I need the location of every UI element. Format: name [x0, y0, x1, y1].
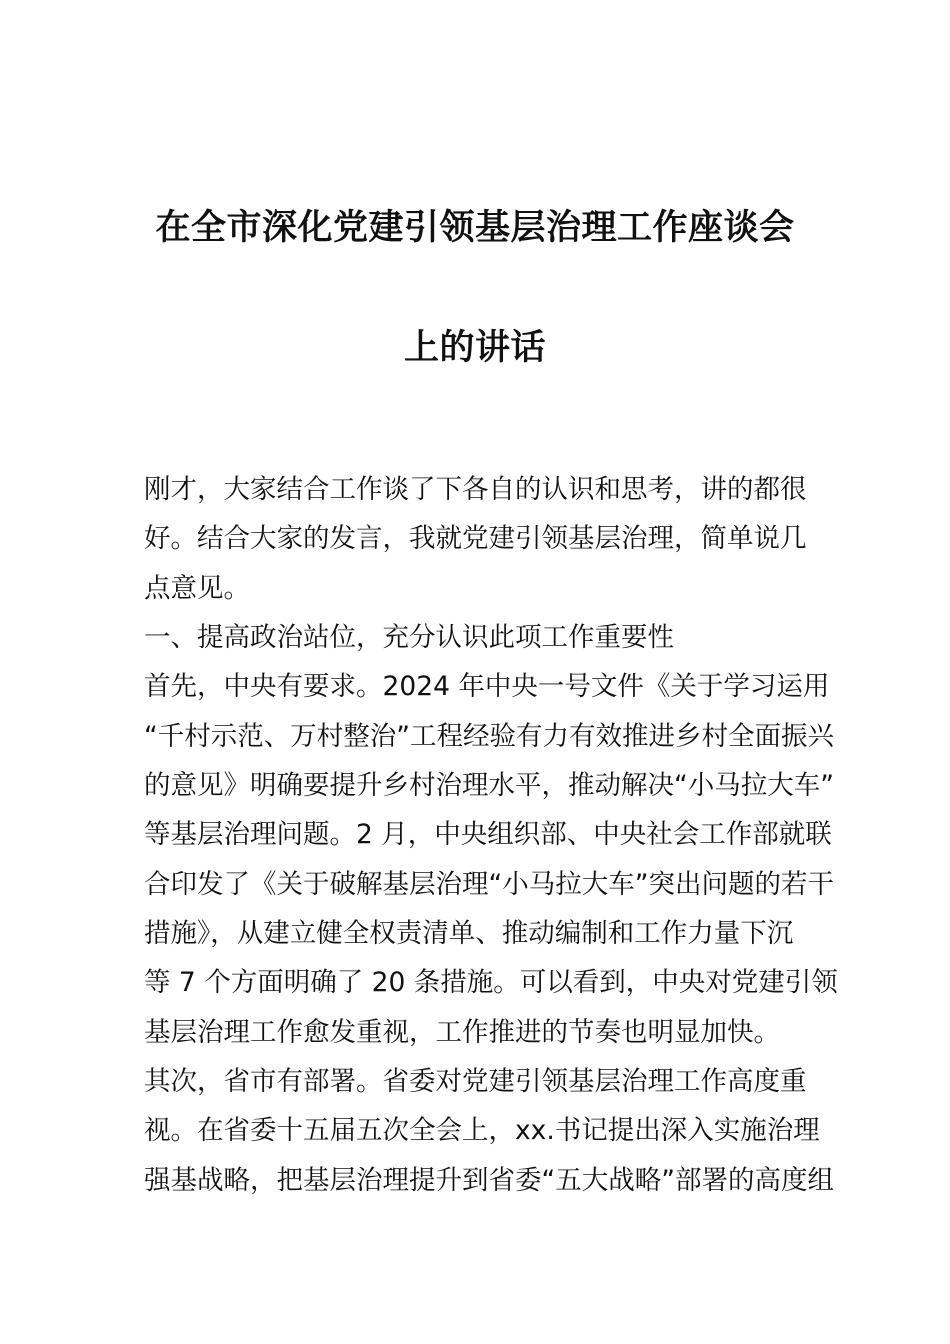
body-line: 其次，省市有部署。省委对党建引领基层治理工作高度重 [144, 1066, 807, 1098]
body-line: 基层治理工作愈发重视，工作推进的节奏也明显加快。 [144, 1016, 780, 1048]
body-line: 措施》，从建立健全权责清单、推动编制和工作力量下沉 [144, 918, 794, 950]
section-heading: 一、提高政治站位，充分认识此项工作重要性 [144, 622, 674, 654]
body-line: “千村示范、万村整治”工程经验有力有效推进乡村全面振兴 [144, 720, 834, 752]
body-line: 首先，中央有要求。2024 年中央一号文件《关于学习运用 [144, 671, 830, 703]
body-line: 好。结合大家的发言，我就党建引领基层治理，简单说几 [144, 523, 807, 555]
body-line: 的意见》明确要提升乡村治理水平，推动解决“小马拉大车” [144, 770, 834, 802]
document-title-line-1: 在全市深化党建引领基层治理工作座谈会 [155, 208, 795, 248]
document-title-line-2: 上的讲话 [403, 328, 546, 368]
document-body [144, 465, 838, 1205]
body-line: 等 7 个方面明确了 20 条措施。可以看到，中央对党建引领 [144, 967, 838, 999]
body-line: 刚才，大家结合工作谈了下各自的认识和思考，讲的都很 [144, 474, 807, 505]
body-line: 视。在省委十五届五次全会上，xx.书记提出深入实施治理 [144, 1115, 820, 1147]
body-line: 合印发了《关于破解基层治理“小马拉大车”突出问题的若干 [144, 868, 834, 900]
body-line: 点意见。 [144, 572, 250, 604]
body-line: 强基战略，把基层治理提升到省委“五大战略”部署的高度组 [144, 1164, 834, 1196]
body-line: 等基层治理问题。2 月，中央组织部、中央社会工作部就联 [144, 819, 832, 851]
